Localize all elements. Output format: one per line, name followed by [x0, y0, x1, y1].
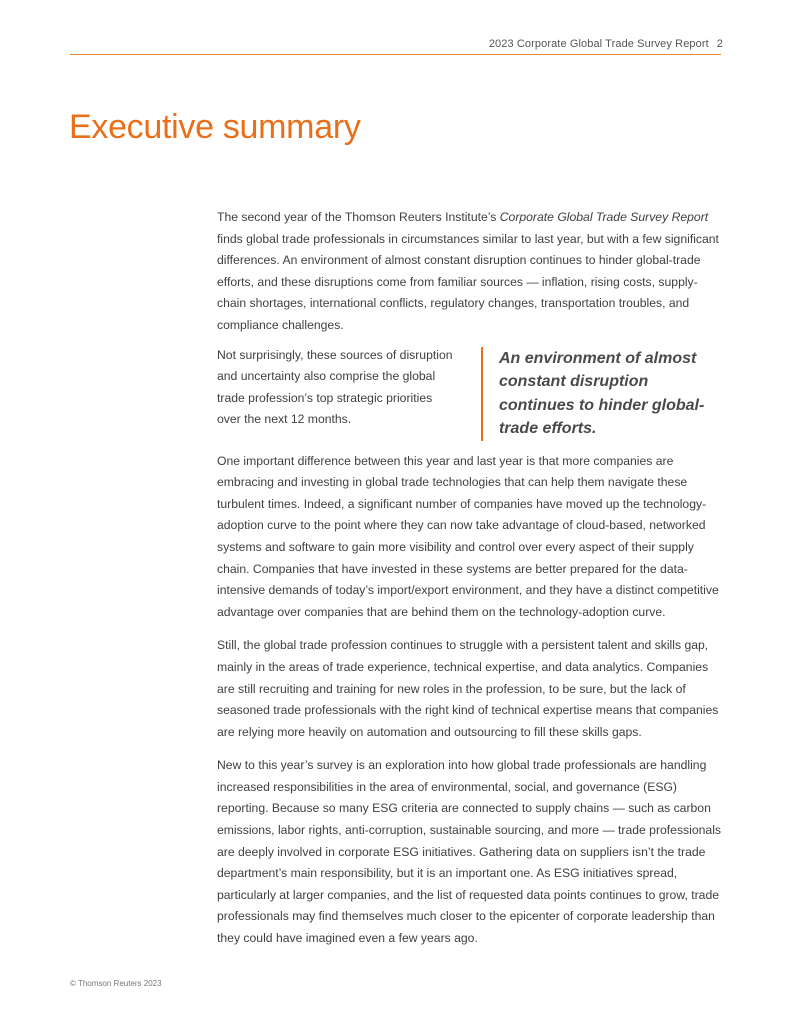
page-title: Executive summary [69, 108, 361, 146]
report-name: Corporate Global Trade Survey Report [499, 210, 709, 224]
pull-quote: An environment of almost constant disruption continues to hinder global-trade efforts. [481, 347, 722, 441]
running-header [489, 38, 723, 50]
paragraph-esg: New to this year’s survey is an exploration into how global trade professionals are handling increased responsibilities in the area of environmental, social, and governance (ESG) reporting. Because so many ESG criteria are connected to supply chains — such as carbon emissions, labor rights, anti-corruption, sustainable sourcing, and more — trade professionals are deeply involved in corporate ESG initiatives. Gathering data on suppliers isn’t the trade department’s main responsibility, but it is an important one. As ESG initiatives spread, particularly at larger companies, and the list of requested data points continues to grow, trade professionals may find themselves much closer to the epicenter of corporate leadership than they could have imagined even a few years ago. [217, 758, 721, 946]
body-content [217, 207, 722, 962]
report-title: 2023 Corporate Global Trade Survey Report [488, 38, 709, 50]
header-divider [70, 54, 721, 55]
footer-copyright: © Thomson Reuters 2023 [70, 979, 162, 988]
paragraph-technology: One important difference between this year and last year is that more companies are embracing and investing in global trade technologies that can help them navigate these turbulent times. Indeed, a significant number of companies have moved up the technology-adoption curve to the point where they can now take advantage of cloud-based, networked systems and software to gain more visibility and control over every aspect of their supply chain. Companies that have invested in these systems are better prepared for the data-intensive demands of today’s import/export environment, and they have a distinct competitive advantage over companies that are behind them on the technology-adoption curve. [217, 453, 719, 619]
paragraph-intro: The second year of the Thomson Reuters Institute’s Corporate Global Trade Survey Report finds global trade professionals in circumstances similar to last year, but with a few significant differences. An environment of almost constant disruption continues to hinder global-trade efforts, and these disruptions come from familiar sources — inflation, rising costs, supply-chain shortages, international conflicts, regulatory changes, transportation troubles, and compliance challenges. [217, 210, 719, 332]
page-number: 2 [716, 38, 723, 50]
paragraph-priorities: Not surprisingly, these sources of disruption and uncertainty also comprise the global trade profession’s top strategic priorities over the next 12 months. [217, 347, 453, 427]
paragraph-with-pull-quote [217, 345, 722, 441]
paragraph-skills-gap: Still, the global trade profession continues to struggle with a persistent talent and skills gap, mainly in the areas of trade experience, technical expertise, and data analytics. Companies are still recruiting and training for new roles in the profession, to be sure, but the lack of seasoned trade professionals with the right kind of technical expertise means that companies are relying more heavily on automation and outsourcing to fill these skills gaps. [217, 638, 719, 739]
